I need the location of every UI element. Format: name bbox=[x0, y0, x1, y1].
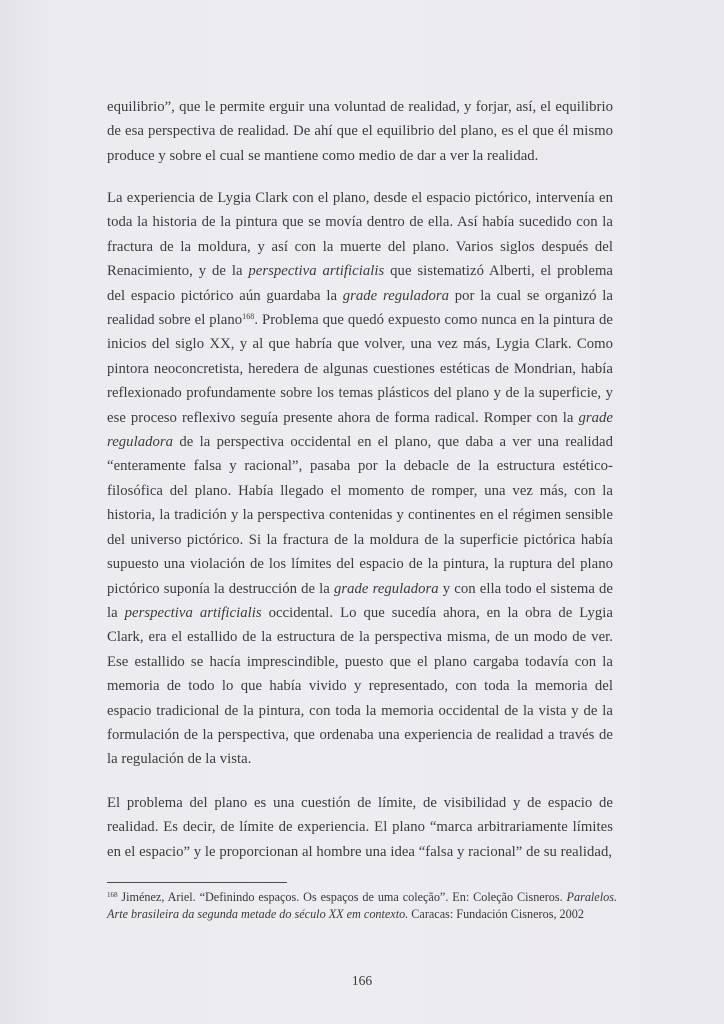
italic-term: grade reguladora bbox=[333, 580, 439, 597]
paragraph-2 bbox=[107, 186, 613, 772]
paragraph-text: occidental. Lo que sucedía ahora, en la obra de Lygia Clark, era el estallido de la estructura de la perspectiva misma, de un modo de ver. Ese estallido se hacía imprescindible, puesto que el plano cargaba todavía con la memoria de todo lo que había vivido y representado, con toda la memoria del espacio tradicional de la pintura, con toda la memoria occidental de la vista y de la formulación de la perspectiva, que ordenaba una experiencia de realidad a través de la regulación de la vista. bbox=[107, 604, 613, 768]
paragraph-text: equilibrio”, que le permite erguir una voluntad de realidad, y forjar, así, el equilibrio de esa perspectiva de realidad. De ahí que el equilibrio del plano, es el que él mismo produce y sobre el cual se mantiene como medio de dar a ver la realidad. bbox=[107, 99, 613, 164]
page-number: 166 bbox=[351, 973, 373, 988]
paragraph-text: por la cual se organizó la realidad sobre el plano bbox=[107, 287, 613, 329]
footnote-number: 168 bbox=[107, 891, 118, 899]
paragraph-text: La experiencia de Lygia Clark con el plano, desde el espacio pictórico, intervenía en toda la historia de la pintura que se movía dentro de ella. Así había sucedido con la fractura de la moldura, y así con la muerte del plano. Varios siglos después del Renacimiento, y de la bbox=[107, 190, 613, 280]
italic-term: grade reguladora bbox=[342, 287, 450, 304]
paragraph-3 bbox=[107, 791, 613, 864]
footnote-text: Caracas: Fundación Cisneros, 2002 bbox=[408, 907, 584, 921]
footnote bbox=[107, 889, 617, 923]
footnote-reference[interactable]: 168 bbox=[242, 312, 255, 322]
paragraph-1 bbox=[107, 95, 613, 168]
paragraph-text: . Problema que quedó expuesto como nunca en la pintura de inicios del siglo XX, y al que habría que volver, una vez más, Lygia Clark. Como pintora neoconcretista, heredera de algunas cuestiones estéticas de Mondrian, había reflexionado profundamente sobre los temas plásticos del plano y de la superficie, y ese proceso reflexivo seguía presente ahora de forma radical. Romper con la bbox=[107, 312, 613, 426]
paragraph-text: y con ella todo el sistema de la bbox=[107, 580, 613, 621]
italic-term: perspectiva artificialis bbox=[124, 604, 262, 621]
footnote-text: Jiménez, Ariel. “Definindo espaços. Os espaços de uma coleção”. En: Coleção Cisneros. bbox=[117, 890, 567, 904]
italic-term: grade reguladora bbox=[107, 409, 613, 451]
paragraph-text: que sistematizó Alberti, el problema del espacio pictórico aún guardaba la bbox=[107, 263, 613, 304]
footnote-divider bbox=[107, 882, 287, 883]
paragraph-text: de la perspectiva occidental en el plano, que daba a ver una realidad “enteramente falsa y racional”, pasaba por la debacle de la estructura estético-filosófica del plano. Había llegado el momento de romper, una vez más, con la historia, la tradición y la perspectiva contenidas y continentes en el régimen sensible del universo pictórico. Si la fractura de la moldura de la superficie pictórica había supuesto una violación de los límites del espacio de la pintura, la ruptura del plano pictórico suponía la destrucción de la bbox=[107, 434, 613, 597]
italic-term: perspectiva artificialis bbox=[248, 263, 385, 280]
footnote-italic-title: Paralelos. Arte brasileira da segunda metade do século XX em contexto. bbox=[107, 890, 617, 921]
paragraph-text: El problema del plano es una cuestión de límite, de visibilidad y de espacio de realidad. Es decir, de límite de experiencia. El plano “marca arbitrariamente límites en el espacio” y le proporcionan al hombre una idea “falsa y racional” de su realidad, bbox=[107, 795, 613, 860]
